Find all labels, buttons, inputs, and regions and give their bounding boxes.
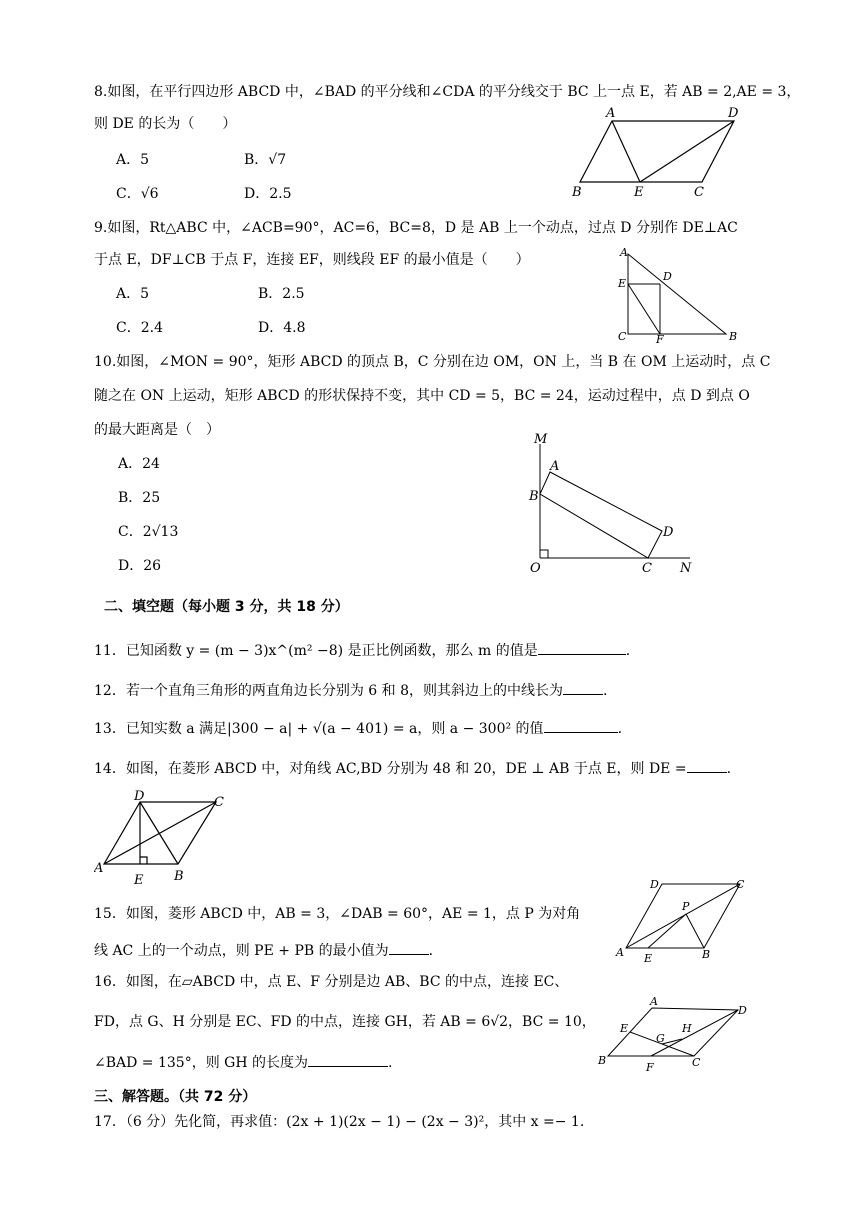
q16-label-g: G	[656, 1032, 665, 1045]
q16-label-b: B	[598, 1054, 607, 1067]
q8-stem-line1: 8.如图，在平行四边形 ABCD 中，∠BAD 的平分线和∠CDA 的平分线交于 BC 上一点 E，若 AB = 2,AE = 3，	[94, 84, 801, 100]
q9-label-e: E	[618, 277, 627, 290]
q15-text: 线 AC 上的一个动点，则 PE + PB 的最小值为	[94, 943, 389, 959]
q10-stem-line1: 10.如图，∠MON = 90°，矩形 ABCD 的顶点 B，C 分别在边 OM，ON 上，当 B 在 OM 上运动时，点 C	[94, 354, 771, 370]
q8-label-b: B	[572, 185, 582, 200]
q14-answer-blank[interactable]	[687, 758, 727, 773]
q16-end: .	[388, 1055, 393, 1071]
q10-label-n: N	[680, 561, 692, 576]
q10-label-o: O	[530, 561, 541, 576]
q16-answer-blank[interactable]	[308, 1052, 388, 1067]
q9-label-a: A	[620, 246, 628, 259]
q17-stem: 17．（6 分）先化简，再求值：(2x + 1)(2x − 1) − (2x − 3)²，其中 x =− 1.	[94, 1114, 585, 1130]
q14-label-e: E	[134, 873, 144, 888]
q15-figure	[612, 872, 762, 966]
q14-text: 14．如图，在菱形 ABCD 中，对角线 AC,BD 分别为 48 和 20，DE ⊥ AB 于点 E，则 DE =	[94, 761, 687, 777]
q12-end: .	[602, 683, 608, 699]
q13-end: .	[617, 721, 623, 737]
section-2-heading: 二、填空题（每小题 3 分，共 18 分）	[104, 599, 349, 615]
q16-label-a: A	[650, 995, 658, 1008]
q15-stem-line1: 15．如图，菱形 ABCD 中，AB = 3，∠DAB = 60°，AE = 1，点 P 为对角	[94, 906, 581, 922]
section-3-heading: 三、解答题。（共 72 分）	[94, 1089, 257, 1105]
q10-label-b: B	[529, 489, 539, 504]
q9-stem-line1: 9.如图，Rt△ABC 中，∠ACB=90°，AC=6，BC=8，D 是 AB 上一个动点，过点 D 分别作 DE⊥AC	[94, 220, 738, 236]
q8-option-c: C．√6	[116, 186, 159, 202]
q10-stem-line3: 的最大距离是（ ）	[94, 422, 220, 438]
q15-label-a: A	[616, 946, 624, 959]
q12-stem	[94, 680, 607, 701]
q9-stem-line2: 于点 E，DF⊥CB 于点 F，连接 EF，则线段 EF 的最小值是（ ）	[94, 252, 530, 268]
q9-option-b: B．2.5	[258, 286, 305, 302]
q15-answer-blank[interactable]	[389, 940, 429, 955]
q15-label-d: D	[650, 878, 659, 891]
q9-label-b: B	[729, 330, 738, 343]
q14-end: .	[726, 761, 732, 777]
q11-end: .	[625, 643, 631, 659]
q10-option-d: D．26	[118, 558, 162, 574]
q9-figure	[612, 244, 752, 344]
q15-label-b: B	[702, 948, 711, 961]
q8-figure	[568, 104, 748, 200]
q14-label-d: D	[134, 789, 145, 804]
q8-option-d: D．2.5	[244, 186, 292, 202]
q16-stem-line1: 16．如图，在▱ABCD 中，点 E、F 分别是边 AB、BC 的中点，连接 EC、	[94, 974, 569, 990]
q10-label-c: C	[642, 561, 652, 576]
q16-label-e: E	[620, 1022, 629, 1035]
q13-answer-blank[interactable]	[544, 718, 618, 733]
q13-stem	[94, 718, 622, 739]
q14-figure	[94, 786, 234, 890]
q15-end: .	[428, 943, 434, 959]
q16-stem-line3	[94, 1052, 392, 1073]
q8-label-a: A	[606, 106, 616, 121]
q10-option-b: B．25	[118, 490, 161, 506]
q8-label-d: D	[728, 106, 739, 121]
q15-label-c: C	[736, 878, 745, 891]
q14-label-c: C	[214, 795, 224, 810]
q8-label-e: E	[634, 185, 644, 200]
q14-label-a: A	[94, 861, 104, 876]
q11-stem	[94, 640, 630, 661]
q12-text: 12．若一个直角三角形的两直角边长分别为 6 和 8，则其斜边上的中线长为	[94, 683, 563, 699]
q11-text: 11．已知函数 y = (m − 3)x^(m² −8) 是正比例函数，那么 m 的值是	[94, 643, 538, 659]
q9-option-a: A．5	[116, 286, 150, 302]
q8-option-a: A．5	[116, 152, 150, 168]
q14-stem	[94, 758, 731, 779]
q9-label-f: F	[656, 333, 664, 344]
q16-stem-line2: FD，点 G、H 分别是 EC、FD 的中点，连接 GH，若 AB = 6√2，BC = 10，	[94, 1014, 596, 1030]
q10-option-a: A．24	[118, 456, 160, 472]
q16-text: ∠BAD = 135°，则 GH 的长度为	[94, 1055, 308, 1071]
q12-answer-blank[interactable]	[563, 680, 603, 695]
q15-label-e: E	[644, 952, 653, 965]
q16-label-c: C	[692, 1056, 701, 1069]
q10-label-d: D	[663, 525, 674, 540]
q8-option-b: B．√7	[244, 152, 287, 168]
q10-option-c: C．2√13	[118, 524, 179, 540]
q8-stem-line2: 则 DE 的长为（ ）	[94, 116, 237, 132]
q11-answer-blank[interactable]	[538, 640, 626, 655]
q16-figure	[596, 994, 756, 1074]
q8-label-c: C	[694, 185, 704, 200]
q9-option-d: D．4.8	[258, 320, 306, 336]
q16-label-h: H	[682, 1022, 692, 1035]
q9-option-c: C．2.4	[116, 320, 163, 336]
q10-stem-line2: 随之在 ON 上运动，矩形 ABCD 的形状保持不变，其中 CD = 5，BC = 24，运动过程中，点 D 到点 O	[94, 388, 750, 404]
q10-label-m: M	[534, 432, 548, 447]
q9-label-d: D	[663, 270, 672, 283]
q15-label-p: P	[682, 900, 690, 913]
q9-label-c: C	[618, 330, 627, 343]
q10-label-a: A	[550, 459, 560, 474]
q16-label-f: F	[646, 1061, 654, 1074]
q15-stem-line2	[94, 940, 433, 961]
q16-label-d: D	[738, 1004, 747, 1017]
q10-figure	[520, 430, 700, 580]
q14-label-b: B	[174, 869, 184, 884]
q13-text: 13．已知实数 a 满足|300 − a| + √(a − 401) = a，则 a − 300² 的值	[94, 721, 544, 737]
